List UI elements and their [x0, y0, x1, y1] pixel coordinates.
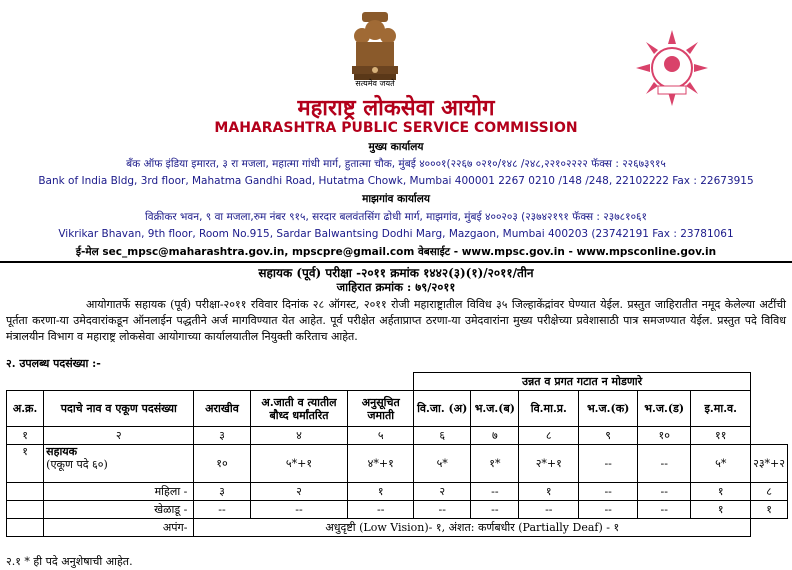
table-cell: ११ — [691, 427, 751, 445]
post-serial: १ — [7, 445, 44, 483]
emblem-motto: सत्यमेव जयते — [355, 79, 395, 88]
table-cell: १ — [751, 501, 788, 519]
table-cell: १ — [691, 483, 751, 501]
table-row — [7, 373, 788, 391]
table-cell: -- — [348, 501, 414, 519]
table-cell: -- — [638, 501, 691, 519]
table-cell: -- — [250, 501, 348, 519]
table-cell: १० — [194, 445, 250, 483]
office-mazgaon-label: माझगांव कार्यालय — [362, 193, 430, 205]
table-cell: २ — [44, 427, 194, 445]
notice-paragraph: आयोगातर्फे सहायक (पूर्व) परीक्षा-२०११ रविवार दिनांक २८ ऑगस्ट, २०११ रोजी महाराष्ट्रातील विविध ३५ जिल्हाकेंद्रांवर घेण्यात येईल. प्रस्तुत जाहिरातीत नमूद केलेल्या अटींची पूर्तता करणा-या उमेदवारांकडून ऑनलाईन पद्धतीने अर्ज मागविण्यात येत आहेत. पूर्व परीक्षेत अर्हताप्राप्त ठरणा-या उमेदवारांना मुख्य परीक्षेच्या प्रवेशासाठी पात्र समजण्यात येईल. प्रस्तुत पदे विविध मंत्रालयीन विभाग व महाराष्ट्र लोकसेवा आयोगाच्या कार्यालयातील नियुक्ती करिताच आहेत. — [6, 298, 786, 343]
table-cell: ८ — [519, 427, 579, 445]
table-row — [7, 427, 788, 445]
column-header: पदाचे नाव व एकूण पदसंख्या — [44, 391, 194, 427]
table-cell: ५*+१ — [250, 445, 348, 483]
column-header: भ.ज.(ड) — [638, 391, 691, 427]
post-total: (एकूण पदे ६०) — [46, 458, 108, 471]
table-cell: ४*+१ — [348, 445, 414, 483]
column-header: वि.जा. (अ) — [414, 391, 471, 427]
header-divider — [0, 261, 792, 263]
table-cell: १ — [691, 501, 751, 519]
address-mazgaon-english: Vikrikar Bhavan, 9th floor, Room No.915, Sardar Balwantsing Dodhi Marg, Mazgaon, Mumbai 400203 (23742191 Fax : 23781061 — [58, 228, 734, 240]
sports-label: खेळाडू - — [44, 501, 194, 519]
footnote: २.१ * ही पदे अनुशेषाची आहेत. — [6, 555, 133, 568]
column-header: अनुसूचित जमाती — [348, 391, 414, 427]
table-row — [7, 391, 788, 427]
table-cell: ५* — [691, 445, 751, 483]
column-header: अ.जाती व त्यातील बौध्द धर्मांतरित — [250, 391, 348, 427]
table-cell: ५* — [414, 445, 471, 483]
table-cell: -- — [519, 501, 579, 519]
table-cell: १ — [348, 483, 414, 501]
table-cell: १ — [519, 483, 579, 501]
women-label: महिला - — [44, 483, 194, 501]
column-header: वि.मा.प्र. — [519, 391, 579, 427]
table-row — [7, 445, 788, 483]
post-name: सहायक — [46, 445, 78, 458]
table-cell: -- — [579, 501, 638, 519]
table-cell: -- — [194, 501, 250, 519]
table-cell: ७ — [471, 427, 519, 445]
posts-table — [6, 372, 788, 537]
table-cell: १ — [7, 427, 44, 445]
column-header: अ.क्र. — [7, 391, 44, 427]
table-cell: ४ — [250, 427, 348, 445]
section-title: २. उपलब्ध पदसंख्या :- — [6, 357, 101, 370]
table-row — [7, 483, 788, 501]
group-header: उन्नत व प्रगत गटात न मोडणारे — [414, 373, 751, 391]
table-cell: ३ — [194, 483, 250, 501]
table-cell: ३ — [194, 427, 250, 445]
column-header: इ.मा.व. — [691, 391, 751, 427]
advertisement-number: जाहिरात क्रमांक : ७९/२०११ — [336, 280, 456, 294]
column-header: भ.ज.(ब) — [471, 391, 519, 427]
table-cell: २ — [414, 483, 471, 501]
address-main-marathi: बँक ऑफ इंडिया इमारत, ३ रा मजला, महात्मा गांधी मार्ग, हुतात्मा चौक, मुंबई ४०००१(२२६७ ०२१०/१४८ /२४८,२२१०२२२२ फॅक्स : २२६७३९१५ — [126, 158, 666, 170]
table-row — [7, 519, 788, 537]
table-cell: ९ — [579, 427, 638, 445]
table-cell: -- — [579, 483, 638, 501]
table-cell: -- — [471, 501, 519, 519]
table-cell: १० — [638, 427, 691, 445]
table-cell: -- — [471, 483, 519, 501]
contact-line: ई-मेल sec_mpsc@maharashtra.gov.in, mpscpre@gmail.com वेबसाईट - www.mpsc.gov.in - www.mpsconline.gov.in — [75, 246, 717, 258]
table-cell: २३*+२ — [751, 445, 788, 483]
notice-heading: सहायक (पूर्व) परीक्षा -२०११ क्रमांक १४४२(३)(१)/२०११/तीन — [258, 266, 534, 280]
address-mazgaon-marathi: विक्रीकर भवन, ९ वा मजला,रुम नंबर ९१५, सरदार बलवंतसिंग ढोधी मार्ग, माझगांव, मुंबई ४००२०३ (२३७४२१९१ फॅक्स : २३७८१०६१ — [145, 211, 647, 223]
table-cell: २ — [250, 483, 348, 501]
table-row — [7, 501, 788, 519]
post-name-cell — [44, 445, 194, 483]
table-cell: ५ — [348, 427, 414, 445]
table-cell: ६ — [414, 427, 471, 445]
address-main-english: Bank of India Bldg, 3rd floor, Mahatma Gandhi Road, Hutatma Chowk, Mumbai 400001 2267 0210 /148 /248, 22102222 Fax : 22673915 — [38, 175, 754, 187]
column-header: भ.ज.(क) — [579, 391, 638, 427]
table-cell: -- — [579, 445, 638, 483]
disabled-details: अधुदृष्टी (Low Vision)- १, अंशत: कर्णबधीर (Partially Deaf) - १ — [194, 519, 751, 537]
column-header: अराखीव — [194, 391, 250, 427]
table-cell: -- — [414, 501, 471, 519]
table-cell: -- — [638, 445, 691, 483]
office-main-label: मुख्य कार्यालय — [368, 141, 424, 153]
table-cell: ८ — [751, 483, 788, 501]
table-cell: २*+१ — [519, 445, 579, 483]
table-cell: १* — [471, 445, 519, 483]
disabled-label: अपंग- — [44, 519, 194, 537]
commission-title-english: MAHARASHTRA PUBLIC SERVICE COMMISSION — [214, 120, 578, 136]
commission-title-marathi: महाराष्ट्र लोकसेवा आयोग — [297, 95, 495, 121]
table-cell: -- — [638, 483, 691, 501]
